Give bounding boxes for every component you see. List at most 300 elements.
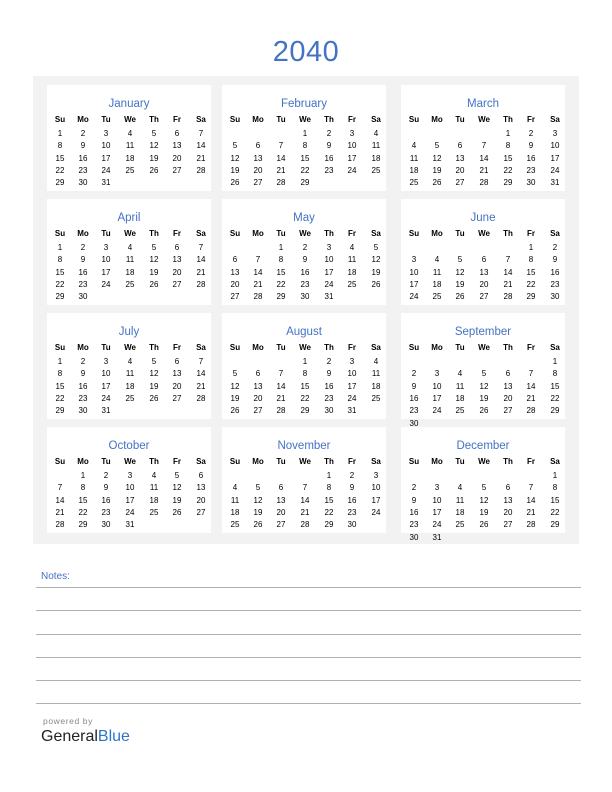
weekday-label: Mo bbox=[431, 457, 443, 466]
day-cell: 24 bbox=[550, 165, 560, 175]
day-cell: 19 bbox=[432, 165, 442, 175]
day-cell: 22 bbox=[550, 507, 560, 517]
day-cell: 6 bbox=[278, 483, 284, 493]
day-cell: 7 bbox=[198, 129, 204, 138]
day-cell: 15 bbox=[55, 381, 65, 391]
day-cell: 19 bbox=[230, 393, 240, 403]
day-cell: 19 bbox=[172, 495, 182, 505]
day-cell: 13 bbox=[479, 267, 489, 277]
day-cell: 31 bbox=[125, 520, 135, 530]
day-cell: 20 bbox=[172, 153, 182, 163]
day-cell: 22 bbox=[78, 507, 88, 517]
weekday-label: We bbox=[124, 457, 136, 466]
day-cell: 17 bbox=[101, 267, 111, 277]
day-cell: 18 bbox=[455, 507, 465, 517]
weekday-label: Fr bbox=[348, 457, 356, 466]
day-cell: 3 bbox=[326, 243, 332, 252]
weekday-label: Su bbox=[54, 457, 66, 466]
day-cell: 15 bbox=[324, 495, 334, 505]
day-cell: 1 bbox=[278, 243, 284, 252]
day-cell: 28 bbox=[196, 165, 206, 175]
day-cell: 20 bbox=[253, 165, 263, 175]
day-cell: 6 bbox=[174, 129, 180, 138]
day-cell: 27 bbox=[479, 292, 489, 302]
day-cell: 12 bbox=[455, 267, 465, 277]
weekday-label: Sa bbox=[371, 457, 381, 466]
day-cell: 9 bbox=[349, 483, 355, 493]
day-cell: 1 bbox=[57, 357, 63, 366]
month-january bbox=[47, 85, 211, 191]
weekday-label: Mo bbox=[431, 343, 443, 352]
day-cell: 16 bbox=[78, 381, 88, 391]
day-cell: 12 bbox=[479, 495, 489, 505]
month-november bbox=[222, 427, 386, 533]
day-cell: 24 bbox=[324, 279, 334, 289]
weekday-label: We bbox=[299, 115, 311, 124]
day-cell: 6 bbox=[174, 243, 180, 252]
day-cell: 4 bbox=[349, 243, 355, 252]
day-cell: 29 bbox=[526, 292, 536, 302]
day-cell: 13 bbox=[503, 495, 513, 505]
day-cell: 2 bbox=[80, 357, 86, 366]
day-cell: 16 bbox=[347, 495, 357, 505]
day-cell: 8 bbox=[278, 255, 284, 265]
day-cell: 26 bbox=[479, 520, 489, 530]
day-cell: 3 bbox=[103, 129, 109, 138]
day-cell: 4 bbox=[434, 255, 440, 265]
day-cell: 15 bbox=[78, 495, 88, 505]
weekday-label: Tu bbox=[455, 229, 465, 238]
day-cell: 16 bbox=[550, 267, 560, 277]
day-cell: 9 bbox=[302, 255, 308, 265]
day-cell: 26 bbox=[432, 178, 442, 188]
day-cell: 5 bbox=[151, 129, 157, 138]
day-cell: 27 bbox=[503, 406, 513, 416]
day-cell: 8 bbox=[302, 369, 308, 379]
day-cell: 17 bbox=[347, 153, 357, 163]
day-cell: 17 bbox=[101, 381, 111, 391]
day-cell: 17 bbox=[347, 381, 357, 391]
day-cell: 9 bbox=[326, 369, 332, 379]
day-cell: 27 bbox=[196, 507, 206, 517]
day-cell: 14 bbox=[276, 381, 286, 391]
day-cell: 23 bbox=[409, 406, 419, 416]
day-cell: 15 bbox=[300, 381, 310, 391]
day-cell: 4 bbox=[127, 357, 133, 366]
day-cell: 18 bbox=[125, 381, 135, 391]
day-cell: 21 bbox=[526, 507, 536, 517]
day-cell: 7 bbox=[198, 243, 204, 252]
day-cell: 14 bbox=[196, 255, 206, 265]
day-cell: 5 bbox=[151, 357, 157, 366]
day-cell: 15 bbox=[526, 267, 536, 277]
day-cell: 20 bbox=[196, 495, 206, 505]
day-cell: 19 bbox=[149, 267, 159, 277]
day-cell: 24 bbox=[101, 393, 111, 403]
day-cell: 13 bbox=[253, 381, 263, 391]
year-title: 2040 bbox=[272, 36, 340, 68]
day-cell: 22 bbox=[324, 507, 334, 517]
weekday-label: Tu bbox=[455, 343, 465, 352]
day-cell: 23 bbox=[101, 507, 111, 517]
weekday-label: Sa bbox=[550, 229, 560, 238]
month-name: September bbox=[454, 326, 512, 338]
day-cell: 5 bbox=[151, 243, 157, 252]
day-cell: 13 bbox=[230, 267, 240, 277]
weekday-label: Su bbox=[54, 115, 66, 124]
day-cell: 1 bbox=[552, 471, 558, 480]
weekday-label: Tu bbox=[455, 115, 465, 124]
day-cell: 13 bbox=[455, 153, 465, 163]
day-cell: 20 bbox=[455, 165, 465, 175]
day-cell: 11 bbox=[455, 495, 465, 505]
day-cell: 21 bbox=[526, 393, 536, 403]
day-cell: 25 bbox=[125, 165, 135, 175]
day-cell: 28 bbox=[196, 279, 206, 289]
weekday-label: Tu bbox=[101, 457, 111, 466]
day-cell: 22 bbox=[300, 165, 310, 175]
day-cell: 26 bbox=[253, 520, 263, 530]
day-cell: 18 bbox=[347, 267, 357, 277]
weekday-label: Su bbox=[54, 229, 66, 238]
day-cell: 16 bbox=[78, 153, 88, 163]
day-cell: 7 bbox=[57, 483, 63, 493]
day-cell: 13 bbox=[276, 495, 286, 505]
day-cell: 30 bbox=[324, 406, 334, 416]
day-cell: 27 bbox=[455, 178, 465, 188]
day-cell: 2 bbox=[326, 129, 332, 138]
day-cell: 4 bbox=[127, 243, 133, 252]
day-cell: 27 bbox=[253, 406, 263, 416]
day-cell: 28 bbox=[526, 520, 536, 530]
day-cell: 26 bbox=[479, 406, 489, 416]
month-april bbox=[47, 199, 211, 305]
weekday-label: We bbox=[299, 229, 311, 238]
day-cell: 25 bbox=[230, 520, 240, 530]
day-cell: 29 bbox=[276, 292, 286, 302]
day-cell: 19 bbox=[479, 507, 489, 517]
weekday-label: Th bbox=[503, 457, 513, 466]
day-cell: 26 bbox=[172, 507, 182, 517]
month-july bbox=[47, 313, 211, 419]
day-cell: 20 bbox=[230, 279, 240, 289]
weekday-label: Su bbox=[408, 343, 420, 352]
day-cell: 25 bbox=[149, 507, 159, 517]
day-cell: 29 bbox=[55, 178, 65, 188]
day-cell: 10 bbox=[125, 483, 135, 493]
day-cell: 9 bbox=[411, 495, 417, 505]
weekday-label: Th bbox=[149, 229, 159, 238]
day-cell: 27 bbox=[276, 520, 286, 530]
weekday-label: Su bbox=[408, 115, 420, 124]
day-cell: 7 bbox=[505, 255, 511, 265]
day-cell: 24 bbox=[371, 507, 381, 517]
day-cell: 17 bbox=[371, 495, 381, 505]
day-cell: 8 bbox=[57, 369, 63, 379]
day-cell: 28 bbox=[196, 393, 206, 403]
day-cell: 17 bbox=[324, 267, 334, 277]
day-cell: 28 bbox=[276, 178, 286, 188]
day-cell: 21 bbox=[253, 279, 263, 289]
day-cell: 11 bbox=[371, 141, 381, 151]
day-cell: 4 bbox=[127, 129, 133, 138]
day-cell: 5 bbox=[232, 141, 238, 151]
day-cell: 19 bbox=[149, 381, 159, 391]
day-cell: 19 bbox=[455, 279, 465, 289]
day-cell: 8 bbox=[80, 483, 86, 493]
day-cell: 3 bbox=[552, 129, 558, 138]
day-cell: 14 bbox=[196, 369, 206, 379]
day-cell: 16 bbox=[101, 495, 111, 505]
day-cell: 28 bbox=[55, 520, 65, 530]
day-cell: 19 bbox=[230, 165, 240, 175]
month-december bbox=[401, 427, 565, 542]
day-cell: 3 bbox=[373, 471, 379, 480]
day-cell: 10 bbox=[324, 255, 334, 265]
weekday-label: Fr bbox=[527, 457, 535, 466]
day-cell: 25 bbox=[371, 393, 381, 403]
day-cell: 4 bbox=[373, 357, 379, 366]
day-cell: 8 bbox=[552, 369, 558, 379]
day-cell: 17 bbox=[409, 279, 419, 289]
note-line bbox=[36, 634, 581, 635]
day-cell: 25 bbox=[409, 178, 419, 188]
day-cell: 8 bbox=[57, 141, 63, 151]
month-october bbox=[47, 427, 211, 533]
day-cell: 27 bbox=[253, 178, 263, 188]
day-cell: 1 bbox=[80, 471, 86, 480]
day-cell: 3 bbox=[434, 369, 440, 379]
month-name: June bbox=[470, 212, 496, 224]
day-cell: 14 bbox=[300, 495, 310, 505]
weekday-label: Tu bbox=[276, 457, 286, 466]
weekday-label: Mo bbox=[252, 457, 264, 466]
day-cell: 23 bbox=[300, 279, 310, 289]
weekday-label: Sa bbox=[550, 343, 560, 352]
day-cell: 15 bbox=[550, 495, 560, 505]
day-cell: 22 bbox=[550, 393, 560, 403]
day-cell: 16 bbox=[409, 393, 419, 403]
day-cell: 20 bbox=[503, 507, 513, 517]
day-cell: 23 bbox=[550, 279, 560, 289]
brand-logo bbox=[41, 728, 130, 746]
day-cell: 10 bbox=[347, 141, 357, 151]
day-cell: 6 bbox=[481, 255, 487, 265]
day-cell: 25 bbox=[371, 165, 381, 175]
day-cell: 20 bbox=[479, 279, 489, 289]
weekday-label: We bbox=[124, 343, 136, 352]
day-cell: 27 bbox=[172, 165, 182, 175]
day-cell: 2 bbox=[528, 129, 534, 138]
day-cell: 9 bbox=[80, 141, 86, 151]
weekday-label: Tu bbox=[455, 457, 465, 466]
day-cell: 4 bbox=[232, 483, 238, 493]
day-cell: 11 bbox=[125, 369, 135, 379]
day-cell: 2 bbox=[411, 369, 417, 379]
day-cell: 25 bbox=[455, 520, 465, 530]
day-cell: 15 bbox=[300, 153, 310, 163]
weekday-label: Tu bbox=[101, 115, 111, 124]
day-cell: 14 bbox=[276, 153, 286, 163]
day-cell: 21 bbox=[196, 267, 206, 277]
month-may bbox=[222, 199, 386, 305]
day-cell: 1 bbox=[552, 357, 558, 366]
month-name: December bbox=[456, 440, 510, 452]
day-cell: 3 bbox=[349, 129, 355, 138]
day-cell: 6 bbox=[505, 369, 511, 379]
day-cell: 5 bbox=[255, 483, 261, 493]
day-cell: 31 bbox=[324, 292, 334, 302]
weekday-label: Mo bbox=[77, 457, 89, 466]
day-cell: 18 bbox=[125, 267, 135, 277]
day-cell: 4 bbox=[457, 483, 463, 493]
day-cell: 21 bbox=[276, 165, 286, 175]
weekday-label: We bbox=[299, 457, 311, 466]
day-cell: 30 bbox=[550, 292, 560, 302]
weekday-label: Fr bbox=[348, 343, 356, 352]
day-cell: 16 bbox=[324, 153, 334, 163]
day-cell: 5 bbox=[481, 483, 487, 493]
day-cell: 23 bbox=[409, 520, 419, 530]
day-cell: 8 bbox=[505, 141, 511, 151]
day-cell: 5 bbox=[457, 255, 463, 265]
day-cell: 11 bbox=[149, 483, 159, 493]
day-cell: 9 bbox=[411, 381, 417, 391]
day-cell: 15 bbox=[503, 153, 513, 163]
day-cell: 24 bbox=[432, 520, 442, 530]
month-name: October bbox=[108, 440, 150, 452]
day-cell: 12 bbox=[149, 141, 159, 151]
weekday-label: Mo bbox=[252, 229, 264, 238]
weekday-label: Fr bbox=[173, 115, 181, 124]
day-cell: 16 bbox=[324, 381, 334, 391]
day-cell: 12 bbox=[172, 483, 182, 493]
day-cell: 13 bbox=[196, 483, 206, 493]
day-cell: 1 bbox=[528, 243, 534, 252]
brand-logo-blue: Blue bbox=[97, 728, 130, 745]
day-cell: 19 bbox=[253, 507, 263, 517]
day-cell: 24 bbox=[347, 393, 357, 403]
day-cell: 17 bbox=[432, 393, 442, 403]
day-cell: 4 bbox=[411, 141, 417, 151]
weekday-label: Th bbox=[503, 115, 513, 124]
weekday-label: Su bbox=[229, 457, 241, 466]
day-cell: 22 bbox=[503, 165, 513, 175]
weekday-label: Tu bbox=[101, 343, 111, 352]
day-cell: 3 bbox=[103, 243, 109, 252]
day-cell: 22 bbox=[276, 279, 286, 289]
month-june bbox=[401, 199, 565, 305]
day-cell: 23 bbox=[526, 165, 536, 175]
day-cell: 31 bbox=[101, 178, 111, 188]
day-cell: 12 bbox=[479, 381, 489, 391]
day-cell: 29 bbox=[78, 520, 88, 530]
day-cell: 1 bbox=[326, 471, 332, 480]
day-cell: 10 bbox=[371, 483, 381, 493]
day-cell: 9 bbox=[528, 141, 534, 151]
weekday-label: We bbox=[478, 343, 490, 352]
day-cell: 29 bbox=[55, 292, 65, 302]
day-cell: 22 bbox=[526, 279, 536, 289]
day-cell: 28 bbox=[276, 406, 286, 416]
weekday-label: Sa bbox=[196, 115, 206, 124]
day-cell: 1 bbox=[302, 357, 308, 366]
day-cell: 6 bbox=[232, 255, 238, 265]
day-cell: 28 bbox=[253, 292, 263, 302]
month-august bbox=[222, 313, 386, 419]
day-cell: 21 bbox=[55, 507, 65, 517]
weekday-label: Th bbox=[324, 343, 334, 352]
day-cell: 8 bbox=[326, 483, 332, 493]
month-name: July bbox=[118, 326, 140, 338]
weekday-label: Mo bbox=[431, 115, 443, 124]
day-cell: 21 bbox=[503, 279, 513, 289]
day-cell: 20 bbox=[172, 267, 182, 277]
day-cell: 9 bbox=[326, 141, 332, 151]
day-cell: 23 bbox=[347, 507, 357, 517]
weekday-label: Fr bbox=[173, 343, 181, 352]
weekday-label: Mo bbox=[77, 343, 89, 352]
day-cell: 29 bbox=[300, 406, 310, 416]
day-cell: 8 bbox=[57, 255, 63, 265]
day-cell: 2 bbox=[552, 243, 558, 252]
day-cell: 7 bbox=[278, 369, 284, 379]
day-cell: 3 bbox=[411, 255, 417, 265]
day-cell: 12 bbox=[371, 255, 381, 265]
note-line bbox=[36, 587, 581, 588]
weekday-label: Su bbox=[229, 343, 241, 352]
day-cell: 30 bbox=[78, 178, 88, 188]
day-cell: 3 bbox=[349, 357, 355, 366]
day-cell: 4 bbox=[373, 129, 379, 138]
day-cell: 26 bbox=[455, 292, 465, 302]
day-cell: 20 bbox=[503, 393, 513, 403]
day-cell: 9 bbox=[552, 255, 558, 265]
weekday-label: Fr bbox=[173, 457, 181, 466]
day-cell: 6 bbox=[505, 483, 511, 493]
weekday-label: Tu bbox=[276, 229, 286, 238]
weekday-label: Fr bbox=[527, 115, 535, 124]
day-cell: 18 bbox=[409, 165, 419, 175]
day-cell: 14 bbox=[526, 495, 536, 505]
day-cell: 24 bbox=[101, 279, 111, 289]
weekday-label: Th bbox=[149, 343, 159, 352]
day-cell: 26 bbox=[149, 279, 159, 289]
day-cell: 24 bbox=[409, 292, 419, 302]
day-cell: 4 bbox=[151, 471, 157, 480]
weekday-label: Fr bbox=[173, 229, 181, 238]
day-cell: 29 bbox=[550, 406, 560, 416]
day-cell: 12 bbox=[432, 153, 442, 163]
weekday-label: Tu bbox=[101, 229, 111, 238]
day-cell: 29 bbox=[503, 178, 513, 188]
weekday-label: Fr bbox=[527, 343, 535, 352]
day-cell: 28 bbox=[503, 292, 513, 302]
notes-label: Notes: bbox=[41, 571, 70, 582]
weekday-label: Th bbox=[324, 457, 334, 466]
day-cell: 8 bbox=[528, 255, 534, 265]
weekday-label: Sa bbox=[196, 229, 206, 238]
day-cell: 7 bbox=[302, 483, 308, 493]
day-cell: 28 bbox=[526, 406, 536, 416]
month-march bbox=[401, 85, 565, 191]
weekday-label: Sa bbox=[371, 343, 381, 352]
day-cell: 16 bbox=[300, 267, 310, 277]
day-cell: 28 bbox=[300, 520, 310, 530]
day-cell: 24 bbox=[125, 507, 135, 517]
day-cell: 26 bbox=[230, 406, 240, 416]
day-cell: 18 bbox=[432, 279, 442, 289]
